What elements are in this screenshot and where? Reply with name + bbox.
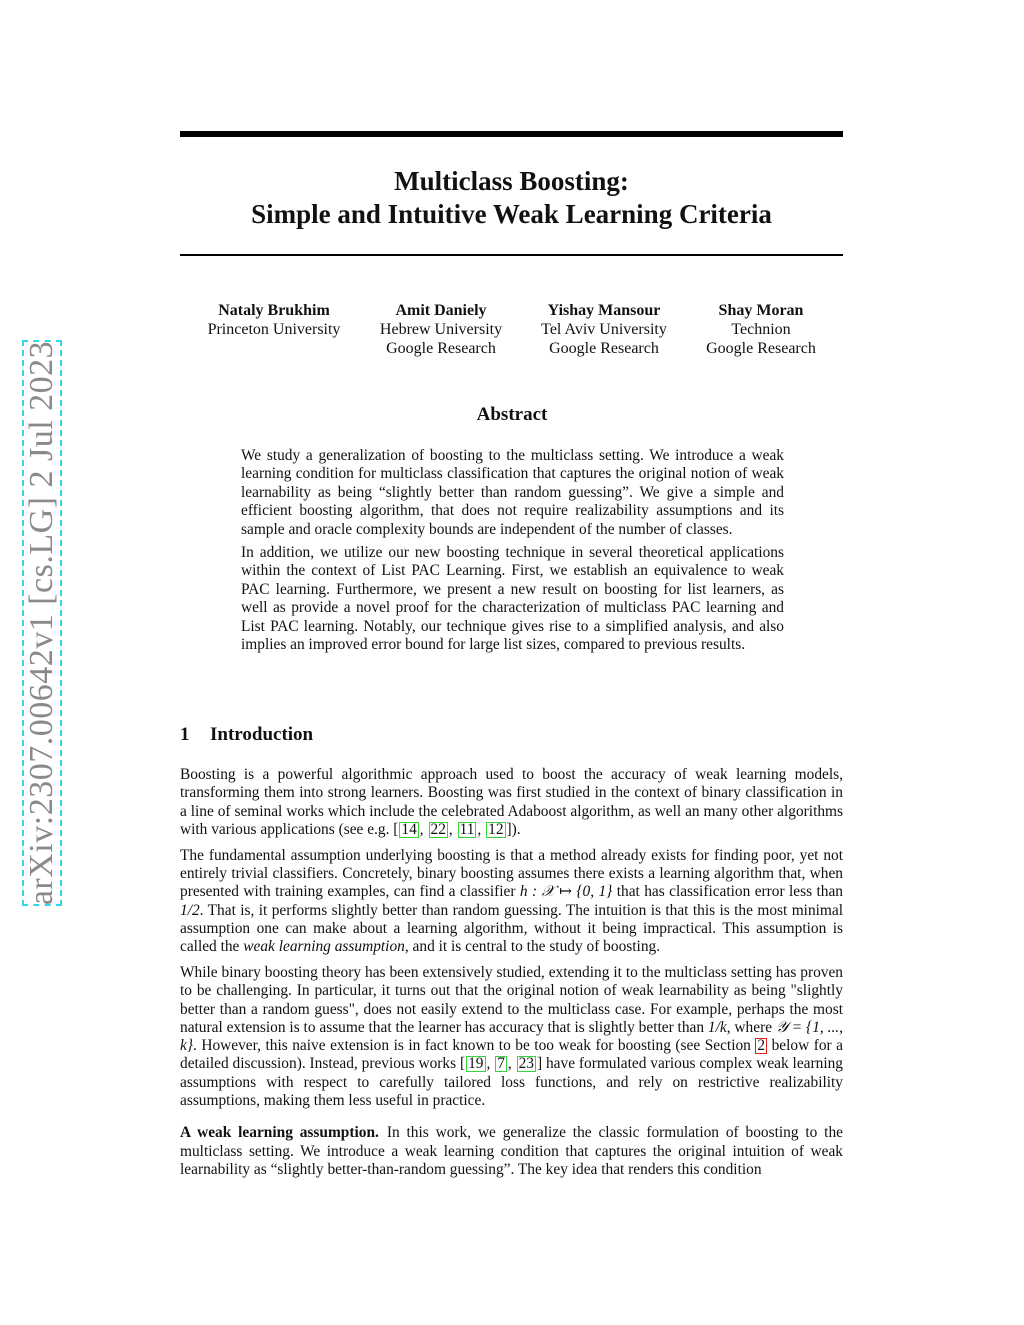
title-top-rule bbox=[180, 131, 843, 137]
abstract-heading: Abstract bbox=[476, 404, 548, 425]
citation-link[interactable]: 14 bbox=[401, 820, 417, 838]
paragraph-text: , and it is central to the study of boosting. bbox=[404, 938, 661, 956]
citation-link[interactable]: 19 bbox=[468, 1055, 484, 1073]
author-affiliation: Tel Aviv University bbox=[541, 321, 667, 338]
introduction-body bbox=[180, 766, 843, 1187]
paragraph-text: ]). bbox=[506, 820, 521, 838]
citation-link[interactable]: 7 bbox=[497, 1055, 505, 1073]
paragraph-text: While binary boosting theory has been extensively studied, extending it to the multiclass setting has proven to be challenging. In particular, it turns out that the original notion of weak learnability as being "slightly better than a random guess", does not easily extend to the multiclass case. For example, perhaps the most natural extension is to assume that the learner has accuracy that is slightly better than bbox=[180, 963, 843, 1036]
citation-link[interactable]: 22 bbox=[430, 820, 446, 838]
paragraph-text: . However, this naive extension is in fact known to be too weak for boosting (see Section bbox=[193, 1037, 756, 1055]
paragraph-text: In this work, we generalize the classic formulation of boosting to the multiclass setting. We introduce a weak learning condition that captures the original intuition of weak learnability as “slightly better-than-random guessing”. The key idea that renders this condition bbox=[180, 1124, 843, 1178]
author-4 bbox=[661, 301, 861, 358]
author-affiliation-2: Google Research bbox=[549, 340, 659, 357]
paragraph-text: . That is, it performs slightly better than random guessing. The intuition is that this is the most minimal assumption one can make about a learning algorithm, without it being impractical. This assumption is called the bbox=[180, 901, 843, 956]
section-heading-introduction bbox=[180, 724, 313, 746]
emphasis-weak-learning-assumption: weak learning assumption bbox=[243, 938, 405, 956]
title-line-2: Simple and Intuitive Weak Learning Criteria bbox=[251, 199, 772, 229]
paragraph-text: , where bbox=[726, 1018, 776, 1036]
author-affiliation: Princeton University bbox=[207, 321, 341, 338]
author-affiliation: Technion bbox=[731, 321, 791, 338]
title-bottom-rule bbox=[180, 254, 843, 256]
intro-paragraph-3: While binary boosting theory has been extensively studied, extending it to the multiclass setting has proven to be challenging. In particular, it turns out that the original notion of weak learnability as being "slightly better than a random guess", does not easily extend to the multiclass case. For example, perhaps the most natural extension is to assume that the learner has accuracy that is slightly better than 1/k, where 𝒴 = {1, ..., k}. However, this naive extension is in fact known to be too weak for boosting (see Section 2 below for a detailed discussion). Instead, previous works [ 19 , 7 , 23 ] have formulated various complex weak learning assumptions with respect to carefully tailored loss functions, and rely on restrictive realizability assumptions, making them less useful in practice. bbox=[180, 963, 844, 1110]
section-title: Introduction bbox=[210, 724, 314, 745]
author-affiliation: Hebrew University bbox=[379, 321, 503, 338]
author-name: Nataly Brukhim bbox=[218, 302, 330, 319]
paragraph-text: below for a detailed discussion). Instead, previous works [ bbox=[180, 1037, 844, 1073]
math-half: 1/2 bbox=[180, 901, 200, 919]
intro-paragraph-1: Boosting is a powerful algorithmic approach used to boost the accuracy of weak learning models, transforming them into strong learners. Boosting was first studied in the context of binary classification in a line of seminal works which include the celebrated Adaboost algorithm, as well an many other algorithms with various applications (see e.g. [ 14 , 22 , 11 , 12 ]). bbox=[180, 766, 843, 838]
math-one-over-k: 1/k bbox=[707, 1018, 727, 1036]
author-affiliation-2: Google Research bbox=[706, 340, 816, 357]
author-name: Shay Moran bbox=[718, 302, 804, 319]
math-label-set: 𝒴 = {1, ..., k} bbox=[180, 1018, 843, 1055]
abstract-paragraph-1: We study a generalization of boosting to the multiclass setting. We introduce a weak learning condition for multiclass classification that captures the original notion of weak learnability as being “slightly better than random guessing”. We give a simple and efficient boosting algorithm, that does not require realizability assumptions and its sample and oracle complexity bounds are independent of the number of classes. bbox=[241, 447, 784, 538]
paragraph-text: ] have formulated various complex weak learning assumptions with respect to carefully tailored loss functions, and rely on restrictive realizability assumptions, making them less useful in practice. bbox=[180, 1055, 843, 1110]
citation-link[interactable]: 12 bbox=[488, 820, 504, 838]
intro-paragraph-4 bbox=[180, 1124, 843, 1179]
paragraph-text: that has classification error less than bbox=[612, 883, 843, 901]
author-name: Amit Daniely bbox=[395, 302, 487, 319]
author-name: Yishay Mansour bbox=[547, 302, 661, 319]
paper-title bbox=[180, 165, 843, 231]
math-classifier: h : 𝒳 ↦ {0, 1} bbox=[519, 883, 613, 901]
arxiv-identifier[interactable]: arXiv:2307.00642v1 [cs.LG] 2 Jul 2023 bbox=[23, 340, 60, 906]
citation-link[interactable]: 23 bbox=[518, 1055, 534, 1073]
section-reference-link[interactable]: 2 bbox=[757, 1037, 766, 1055]
author-affiliation-2: Google Research bbox=[386, 340, 496, 357]
intro-paragraph-2 bbox=[180, 847, 843, 957]
abstract-paragraph-2: In addition, we utilize our new boosting technique in several theoretical applications within the context of List PAC Learning. First, we establish an equivalence to weak PAC learning. Furthermore, we present a new result on boosting for list learners, as well as provide a novel proof for the characterization of multiclass PAC learning and List PAC learning. Notably, our technique gives rise to a simplified analysis, and also implies an improved error bound for large list sizes, compared to previous results. bbox=[241, 544, 784, 654]
paragraph-heading: A weak learning assumption. bbox=[180, 1124, 379, 1142]
title-line-1: Multiclass Boosting: bbox=[394, 166, 629, 196]
paragraph-text: The fundamental assumption underlying boosting is that a method already exists for finding poor, yet not entirely trivial classifiers. Concretely, binary boosting assumes there exists a learning algorithm that, when presented with training examples, can find a classifier bbox=[180, 846, 843, 901]
paragraph-text: Boosting is a powerful algorithmic approach used to boost the accuracy of weak learning models, transforming them into strong learners. Boosting was first studied in the context of binary classification in a line of seminal works which include the celebrated Adaboost algorithm, as well an many other algorithms with various applications (see e.g. [ bbox=[180, 766, 843, 838]
section-number: 1 bbox=[180, 724, 190, 745]
citation-link[interactable]: 11 bbox=[459, 820, 475, 838]
abstract-body bbox=[241, 447, 784, 659]
